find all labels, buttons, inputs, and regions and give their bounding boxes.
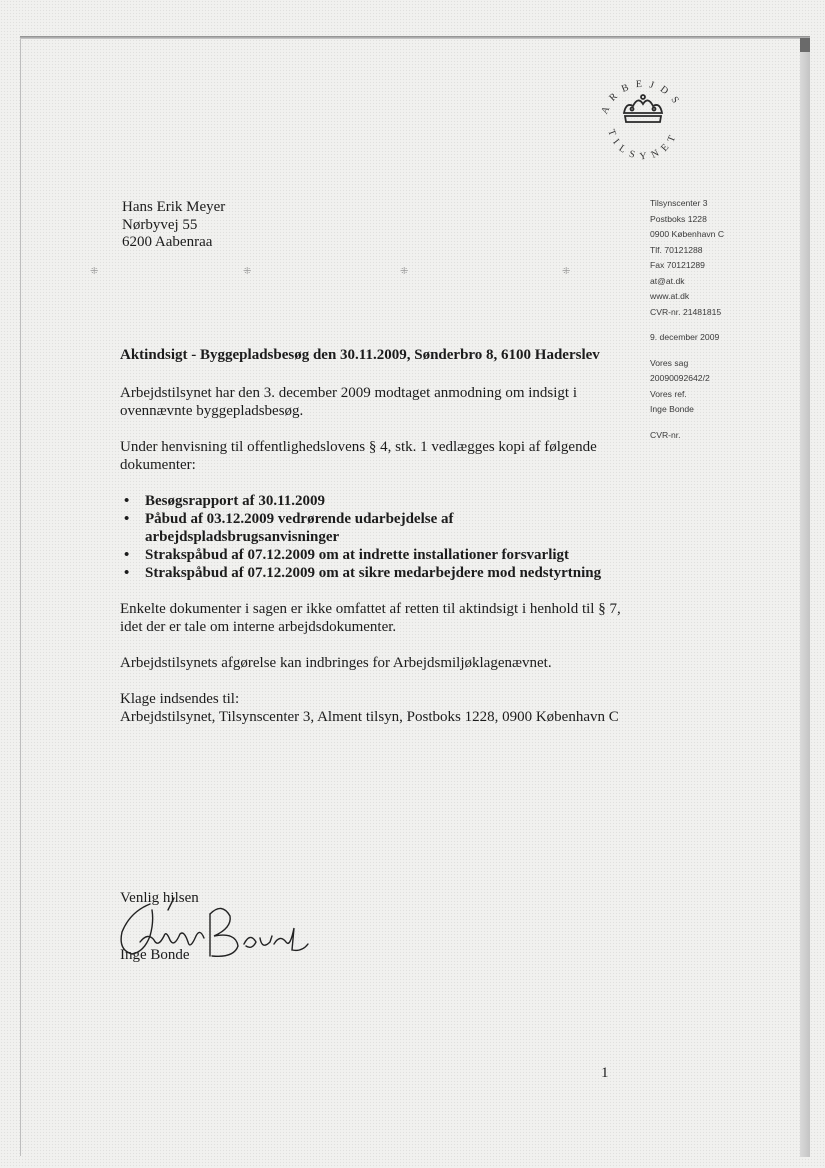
- letter-date: 9. december 2009: [650, 332, 720, 342]
- paragraph-appeal: Arbejdstilsynets afgørelse kan indbringes for Arbejdsmiljøklagenævnet.: [120, 655, 552, 671]
- sidebar-line: Tilsynscenter 3: [650, 198, 708, 208]
- sidebar-line: Fax 70121289: [650, 260, 705, 270]
- fold-mark: ⁜: [90, 266, 99, 277]
- complaint-title: Klage indsendes til:: [120, 691, 240, 707]
- sidebar-line: Vores sag: [650, 357, 689, 368]
- recipient-address: [122, 199, 225, 252]
- reference-name: Inge Bonde: [650, 404, 694, 414]
- sidebar-gap: [650, 320, 760, 330]
- list-item: • Strakspåbud af 07.12.2009 om at sikre medarbejdere mod nedstyrtning: [120, 564, 625, 582]
- scan-edge-top: [20, 36, 810, 39]
- svg-text:TILSYNET: [605, 128, 680, 163]
- fold-mark: ⁜: [243, 266, 252, 277]
- sidebar-line: 0900 København C: [650, 229, 725, 239]
- letter-body: [120, 346, 625, 726]
- handwritten-signature: [110, 892, 320, 972]
- fold-mark: ⁜: [562, 266, 571, 277]
- paragraph-request: Arbejdstilsynet har den 3. december 2009 modtaget anmodning om indsigt i ovennævnte byggepladsbesøg.: [120, 385, 577, 419]
- sidebar-line: CVR-nr. 21481815: [650, 306, 722, 317]
- recipient-name: Hans Erik Meyer: [122, 199, 226, 215]
- case-number: 20090092642/2: [650, 373, 710, 383]
- signature-icon: [110, 892, 320, 972]
- sidebar-line: Tlf. 70121288: [650, 244, 703, 255]
- scan-edge-right: [800, 42, 810, 1157]
- sidebar-email: at@at.dk: [650, 275, 685, 286]
- list-item: • Strakspåbud af 07.12.2009 om at indrette installationer forsvarligt: [120, 546, 625, 564]
- page-number: 1: [601, 1065, 609, 1081]
- sender-info-column: [650, 196, 760, 443]
- arbejdstilsynet-logo: [588, 66, 698, 176]
- logo-arc-bottom: TILSYNET: [605, 127, 681, 163]
- fold-mark: ⁜: [400, 266, 409, 277]
- complaint-body: Arbejdstilsynet, Tilsynscenter 3, Alment tilsyn, Postboks 1228, 0900 København C: [120, 709, 619, 725]
- recipient-street: Nørbyvej 55: [122, 216, 198, 233]
- letter-subject: Aktindsigt - Byggepladsbesøg den 30.11.2009, Sønderbro 8, 6100 Haderslev: [120, 347, 600, 363]
- sidebar-line: Postboks 1228: [650, 213, 707, 224]
- document-list: [120, 492, 625, 582]
- crown-logo-icon: [588, 66, 698, 176]
- paragraph-enclosed: Under henvisning til offentlighedslovens § 4, stk. 1 vedlægges kopi af følgende dokumenter:: [120, 439, 597, 473]
- closing-greeting: Venlig hilsen: [120, 890, 199, 906]
- list-item: • Påbud af 03.12.2009 vedrørende udarbejdelse af arbejdspladsbrugsanvisninger: [120, 510, 625, 546]
- sidebar-website: www.at.dk: [650, 291, 690, 301]
- sidebar-gap: [650, 346, 760, 356]
- sidebar-gap: [650, 418, 760, 428]
- sidebar-line: Vores ref.: [650, 388, 687, 399]
- list-item: • Besøgsrapport af 30.11.2009: [120, 492, 625, 510]
- scan-edge-left: [20, 36, 21, 1156]
- scan-edge-corner: [800, 38, 810, 52]
- cvr-label: CVR-nr.: [650, 429, 681, 440]
- crown-icon: [624, 95, 662, 122]
- signer-name: Inge Bonde: [120, 947, 190, 963]
- complaint-address: [120, 690, 625, 726]
- recipient-city: 6200 Aabenraa: [122, 234, 213, 250]
- paragraph-exclusions: Enkelte dokumenter i sagen er ikke omfattet af retten til aktindsigt i henhold til § 7, idet der er tale om interne arbejdsdokumenter.: [120, 601, 621, 635]
- logo-arc-top: ARBEJDS: [599, 78, 685, 116]
